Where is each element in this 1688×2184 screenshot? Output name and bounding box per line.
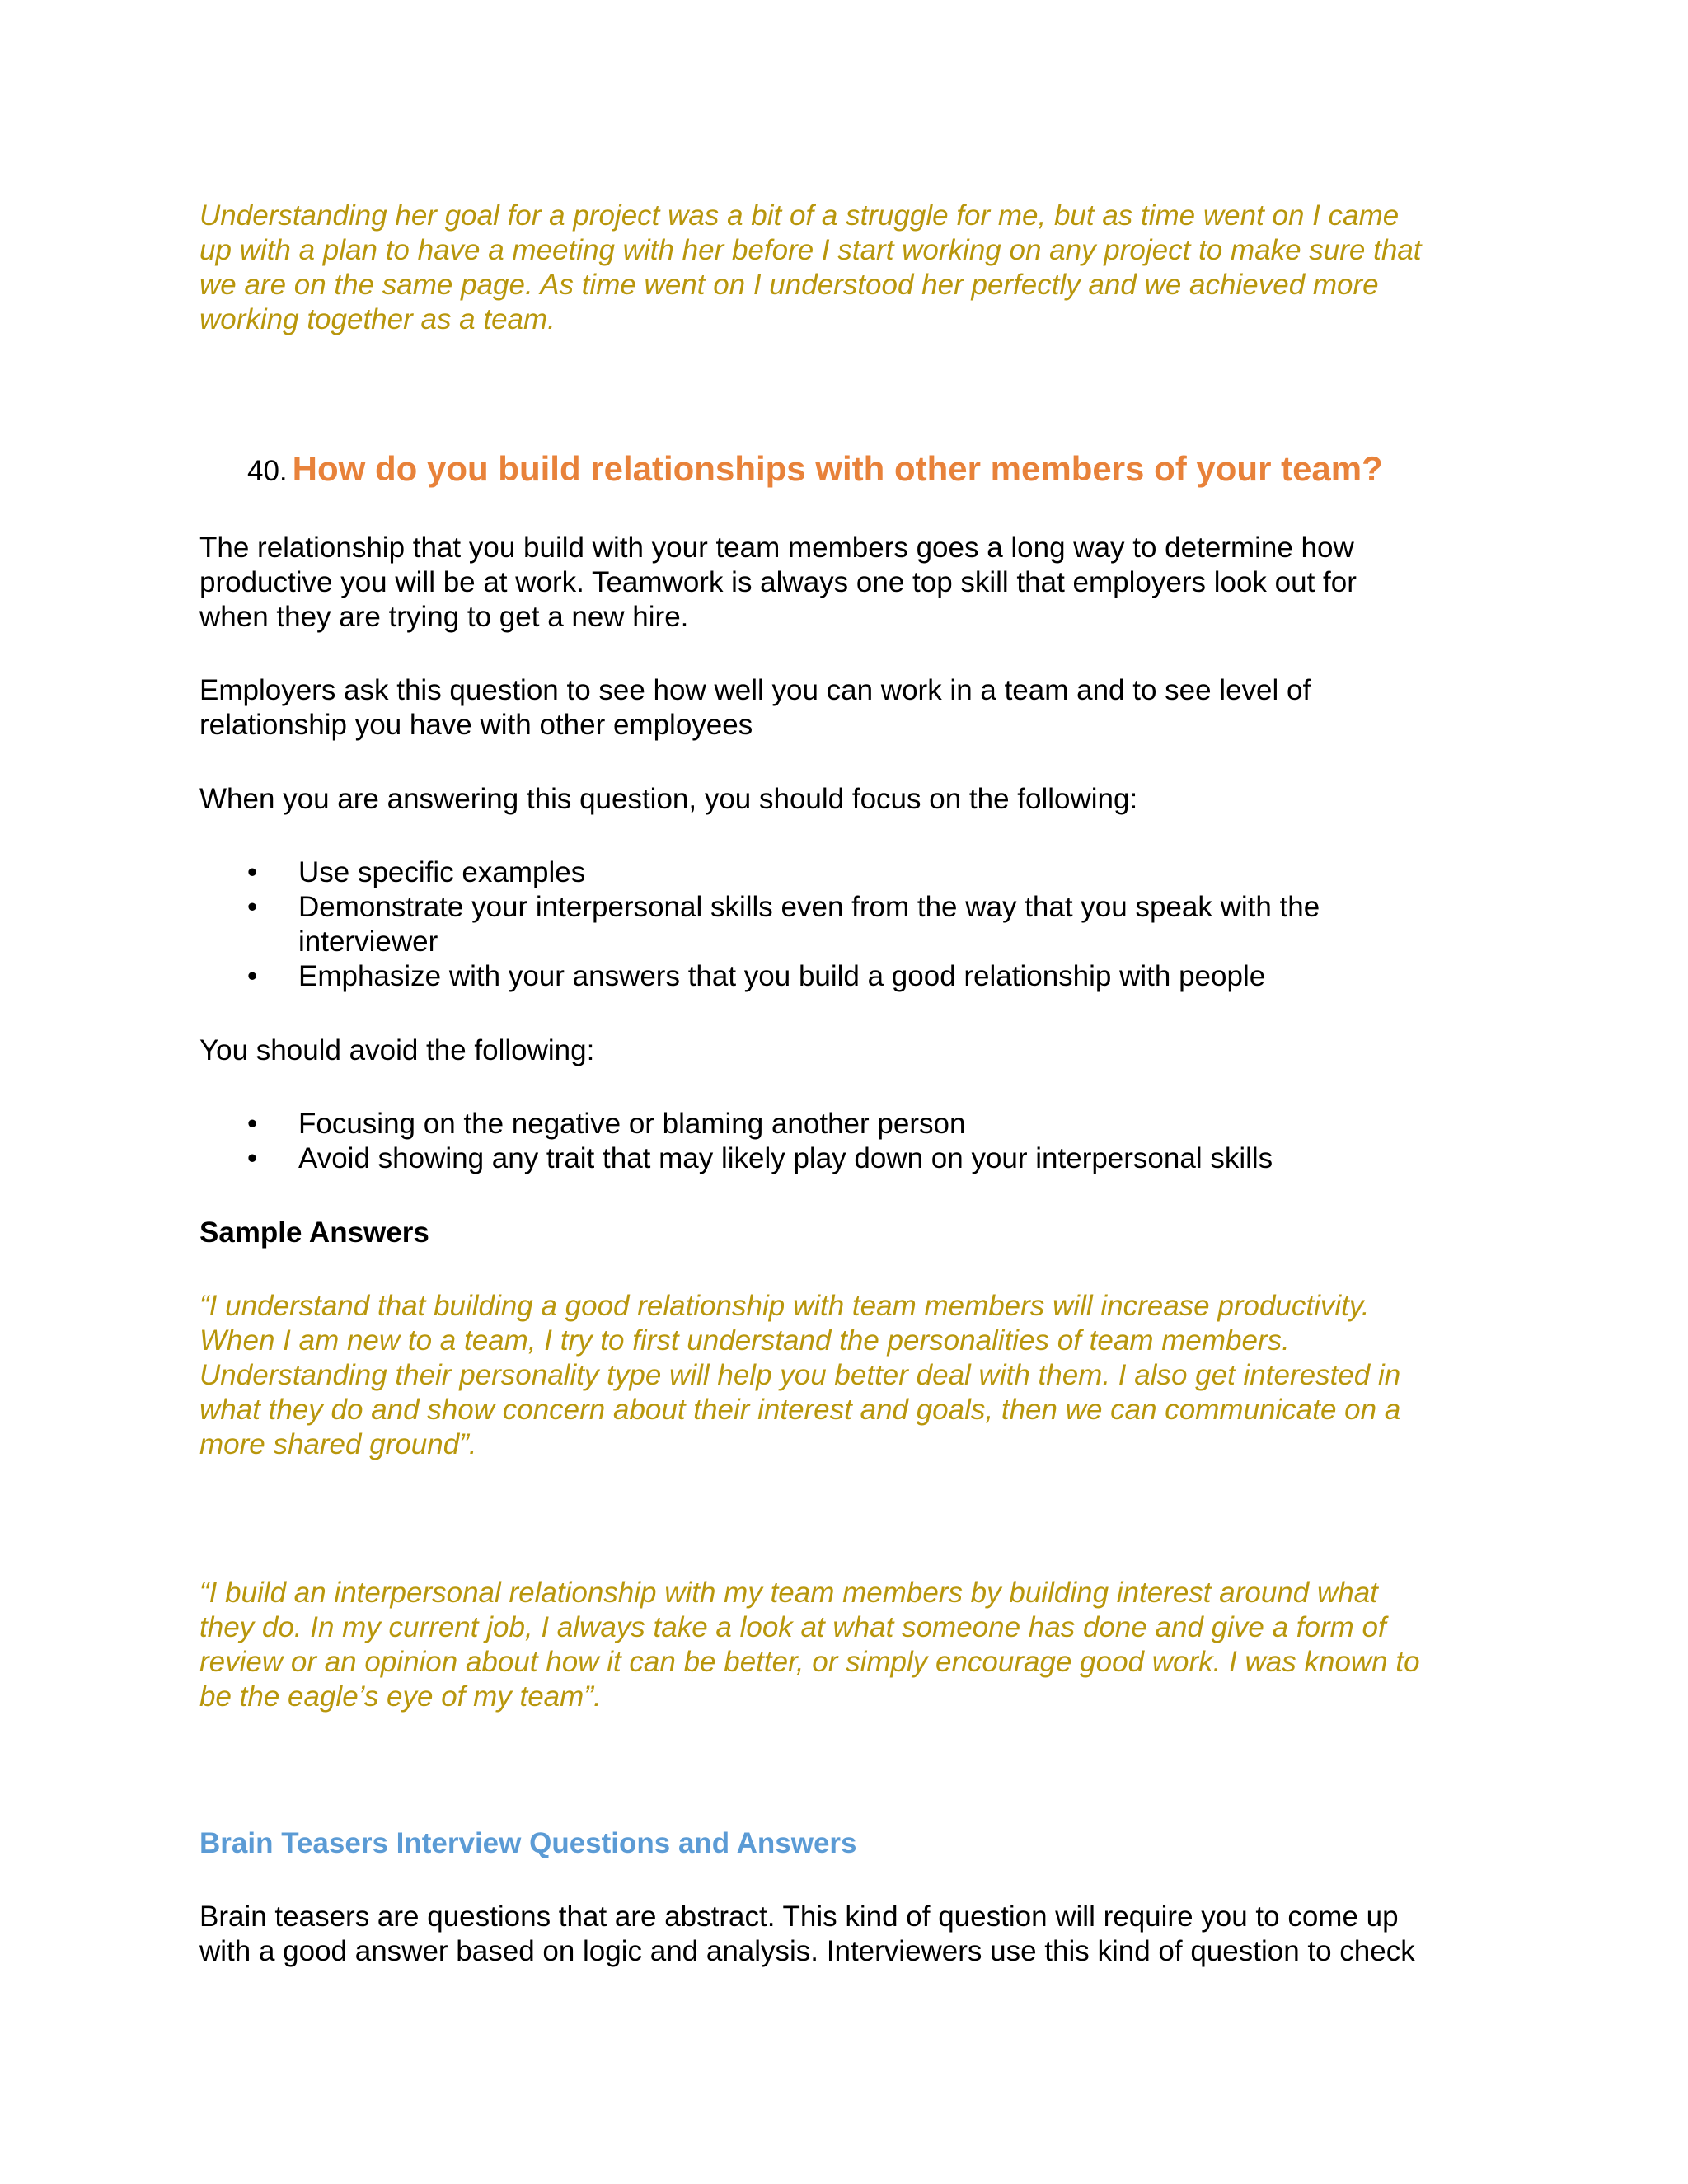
question-title: How do you build relationships with other members of your team?: [292, 449, 1383, 488]
list-item-text: Emphasize with your answers that you build a good relationship with people: [298, 960, 1266, 992]
avoid-intro-paragraph: You should avoid the following:: [199, 1034, 595, 1066]
intro-answer-paragraph: Understanding her goal for a project was a bit of a struggle for me, but as time went on I came up with a plan to have a meeting with her before I start working on any project to make sure that we are on the same page. As time went on I understood her perfectly and we achieved more working together as a team.: [199, 199, 1422, 335]
bullet-icon: •: [247, 1108, 258, 1140]
list-item: [199, 1141, 1518, 1176]
focus-intro-paragraph: When you are answering this question, you should focus on the following:: [199, 783, 1138, 815]
focus-list: [199, 855, 1518, 994]
reason-paragraph: Employers ask this question to see how well you can work in a team and to see level of relationship you have with other employees: [199, 674, 1311, 741]
bullet-icon: •: [247, 1142, 258, 1174]
bullet-icon: •: [247, 856, 258, 888]
list-item: [199, 1107, 1518, 1141]
question-number: 40.: [247, 455, 288, 487]
list-item-text: Focusing on the negative or blaming another person: [298, 1108, 966, 1140]
sample-answers-heading: Sample Answers: [199, 1216, 429, 1249]
avoid-list: [199, 1107, 1518, 1176]
sample-answer-1: “I understand that building a good relationship with team members will increase productivity. When I am new to a team, I try to first understand the personalities of team members. Understanding their personality type will help you better deal with them. I also get interested in what they do and show concern about their interest and goals, then we can communicate on a more shared ground”.: [199, 1290, 1401, 1460]
bullet-icon: •: [247, 891, 258, 923]
section-title: Brain Teasers Interview Questions and Answers: [199, 1827, 857, 1859]
list-item: [199, 890, 1518, 959]
intro-paragraph: The relationship that you build with your team members goes a long way to determine how productive you will be at work. Teamwork is always one top skill that employers look out for when they are trying to get a new hire.: [199, 532, 1357, 633]
list-item-text: Use specific examples: [298, 856, 586, 888]
bullet-icon: •: [247, 960, 258, 992]
sample-answer-2: “I build an interpersonal relationship with my team members by building interest around what they do. In my current job, I always take a look at what someone has done and give a form of review or an opinion about how it can be better, or simply encourage good work. I was known to be the eagle’s eye of my team”.: [199, 1577, 1420, 1713]
list-item: [199, 959, 1518, 994]
list-item: [199, 855, 1518, 890]
list-item-text: Avoid showing any trait that may likely play down on your interpersonal skills: [298, 1142, 1273, 1174]
question-heading: [247, 449, 1648, 489]
section-intro-paragraph: Brain teasers are questions that are abstract. This kind of question will require you to come up with a good answer based on logic and analysis. Interviewers use this kind of question to check: [199, 1900, 1415, 1967]
list-item-text: Demonstrate your interpersonal skills even from the way that you speak with the interviewer: [298, 891, 1320, 958]
